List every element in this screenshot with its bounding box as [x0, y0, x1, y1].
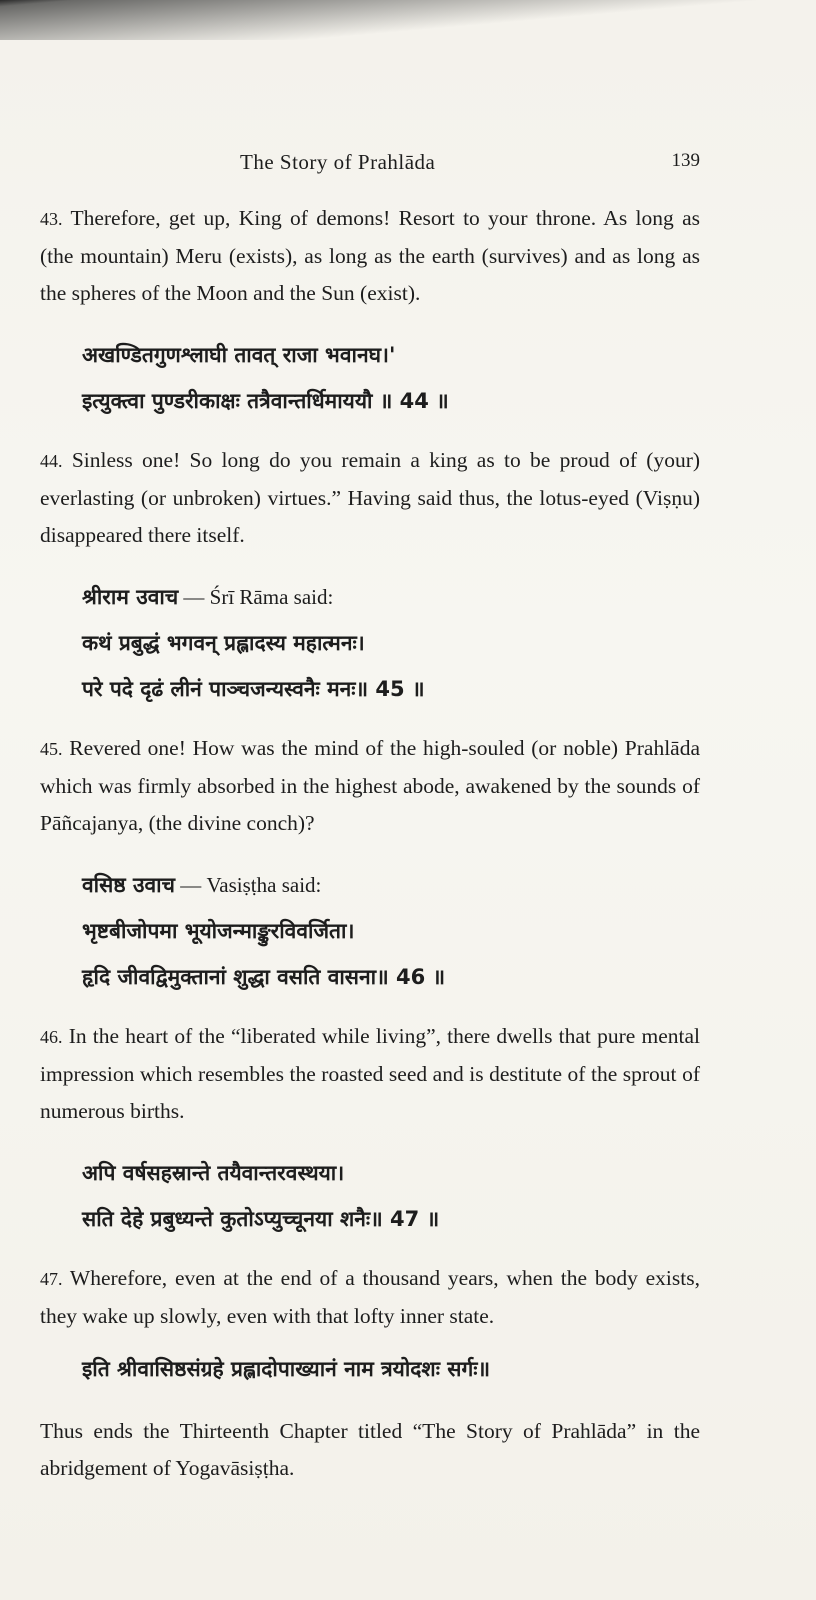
page-header: [40, 150, 700, 186]
sanskrit-verse-45: [82, 574, 700, 712]
translation-text: Therefore, get up, King of demons! Resort to your throne. As long as (the mountain) Meru (exists), as long as the earth (survives) and as long as the spheres of the Moon and the Sun (exist).: [40, 206, 700, 305]
page-body: [40, 200, 700, 1507]
speaker-sanskrit: श्रीराम उवाच: [82, 585, 179, 609]
verse-number: 43.: [40, 209, 63, 229]
speaker-english: — Śrī Rāma said:: [178, 585, 334, 609]
verse-line: सति देहे प्रबुध्यन्ते कुतोऽप्युच्चूनया शनैः॥ 47 ॥: [82, 1207, 440, 1231]
page-number: 139: [671, 150, 700, 171]
verse-number: 45.: [40, 739, 63, 759]
translation-text: Wherefore, even at the end of a thousand years, when the body exists, they wake up slowly, even with that lofty inner state.: [40, 1266, 700, 1328]
running-title: The Story of Prahlāda: [240, 150, 436, 174]
sanskrit-verse-46: [82, 862, 700, 1000]
translation-47: [40, 1260, 700, 1335]
verse-line: अखण्डितगुणश्लाघी तावत् राजा भवानघ।': [82, 343, 396, 367]
translation-46: [40, 1018, 700, 1130]
colophon-sanskrit: इति श्रीवासिष्ठसंग्रहे प्रह्लादोपाख्यानं नाम त्रयोदशः सर्गः॥: [82, 1357, 491, 1381]
speaker-english: — Vasiṣṭha said:: [174, 873, 322, 897]
sanskrit-verse-44: [82, 332, 700, 424]
verse-number: 46.: [40, 1027, 63, 1047]
translation-text: Revered one! How was the mind of the high-souled (or noble) Prahlāda which was firmly absorbed in the highest abode, awakened by the sounds of Pāñcajanya, (the divine conch)?: [40, 736, 700, 835]
speaker-sanskrit: वसिष्ठ उवाच: [82, 873, 175, 897]
translation-text: In the heart of the “liberated while living”, there dwells that pure mental impression which resembles the roasted seed and is destitute of the sprout of numerous births.: [40, 1024, 700, 1123]
page-edge-shadow: [0, 0, 816, 40]
verse-line: इत्युक्त्वा पुण्डरीकाक्षः तत्रैवान्तर्धिमाययौ ॥ 44 ॥: [82, 389, 449, 413]
verse-line: हृदि जीवद्विमुक्तानां शुद्धा वसति वासना॥ 46 ॥: [82, 965, 446, 989]
verse-line: भृष्टबीजोपमा भूयोजन्माङ्कुरविवर्जिता।: [82, 919, 355, 943]
verse-line: परे पदे दृढं लीनं पाञ्चजन्यस्वनैः मनः॥ 45 ॥: [82, 677, 425, 701]
translation-43: [40, 200, 700, 312]
verse-line: कथं प्रबुद्धं भगवन् प्रह्लादस्य महात्मनः।: [82, 631, 365, 655]
verse-number: 47.: [40, 1269, 63, 1289]
colophon-english: Thus ends the Thirteenth Chapter titled “The Story of Prahlāda” in the abridgement of Yogavāsiṣṭha.: [40, 1419, 700, 1480]
speaker-line: [82, 862, 700, 908]
speaker-line: [82, 574, 700, 620]
verse-number: 44.: [40, 451, 63, 471]
translation-45: [40, 730, 700, 842]
translation-text: Sinless one! So long do you remain a king as to be proud of (your) everlasting (or unbroken) virtues.” Having said thus, the lotus-eyed (Viṣṇu) disappeared there itself.: [40, 448, 701, 547]
verse-line: अपि वर्षसहस्रान्ते तयैवान्तरवस्थया।: [82, 1161, 345, 1185]
translation-44: [40, 442, 700, 554]
sanskrit-verse-47: [82, 1150, 700, 1242]
